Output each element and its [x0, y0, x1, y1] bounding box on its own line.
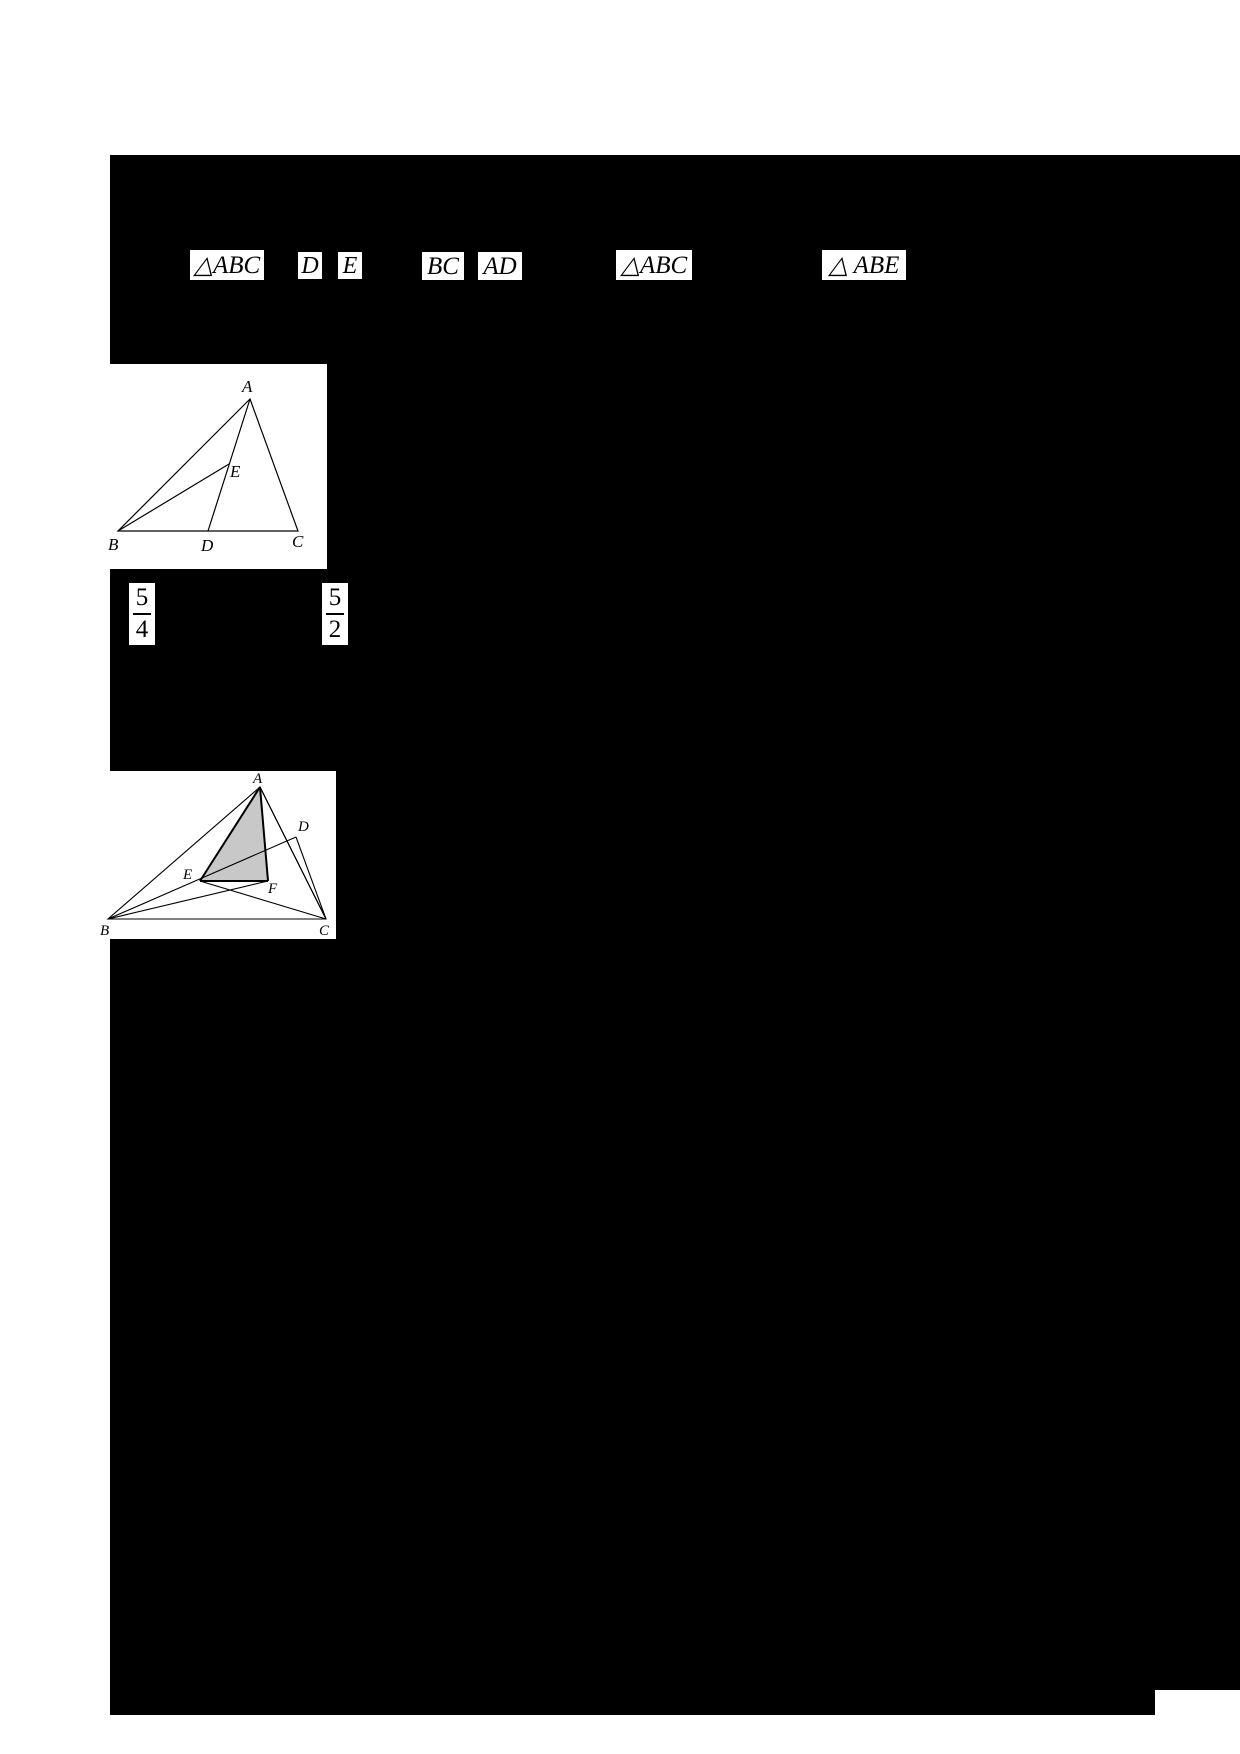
math-snippet-triangle-abc-1: △ABC [190, 250, 264, 280]
cevian-ce [200, 881, 326, 919]
fraction-denominator: 4 [135, 615, 149, 643]
math-snippet-point-e: E [338, 252, 362, 279]
figure2-label-c: C [319, 923, 330, 939]
fraction-bar [326, 613, 344, 615]
fraction-numerator: 5 [135, 584, 149, 611]
fraction-5-2 [322, 583, 348, 645]
figure1-label-e: E [230, 462, 241, 481]
cevian-ad [208, 399, 250, 531]
figure-triangle-abc-with-cevians [102, 364, 327, 569]
math-snippet-triangle-abc-2: △ABC [616, 250, 692, 280]
page-bottom-notch [1155, 1690, 1240, 1754]
triangle-outline [118, 399, 298, 531]
math-snippet-triangle-abe: △ ABE [822, 250, 906, 280]
math-snippet-point-d: D [298, 252, 322, 279]
figure2-label-b: B [100, 923, 110, 939]
math-snippet-segment-ad: AD [478, 252, 522, 280]
figure1-label-b: B [108, 535, 119, 554]
fraction-5-4 [129, 583, 155, 645]
fraction-bar [133, 613, 151, 615]
segment-dc [296, 837, 326, 919]
side-ac [260, 787, 326, 919]
fraction-numerator: 5 [328, 584, 342, 611]
figure-triangle-abc-shaded [100, 771, 336, 939]
shaded-region-aef [200, 787, 268, 881]
figure1-label-c: C [292, 532, 304, 551]
cevian-be [118, 464, 229, 531]
figure1-label-a: A [242, 377, 253, 396]
math-snippet-segment-bc: BC [422, 252, 464, 280]
figure2-label-e: E [183, 867, 193, 883]
figure2-label-a: A [253, 771, 263, 787]
segment-bf [108, 881, 268, 919]
fraction-denominator: 2 [328, 615, 342, 643]
figure2-label-f: F [268, 881, 278, 897]
figure2-label-d: D [298, 819, 309, 835]
figure1-label-d: D [201, 536, 214, 555]
